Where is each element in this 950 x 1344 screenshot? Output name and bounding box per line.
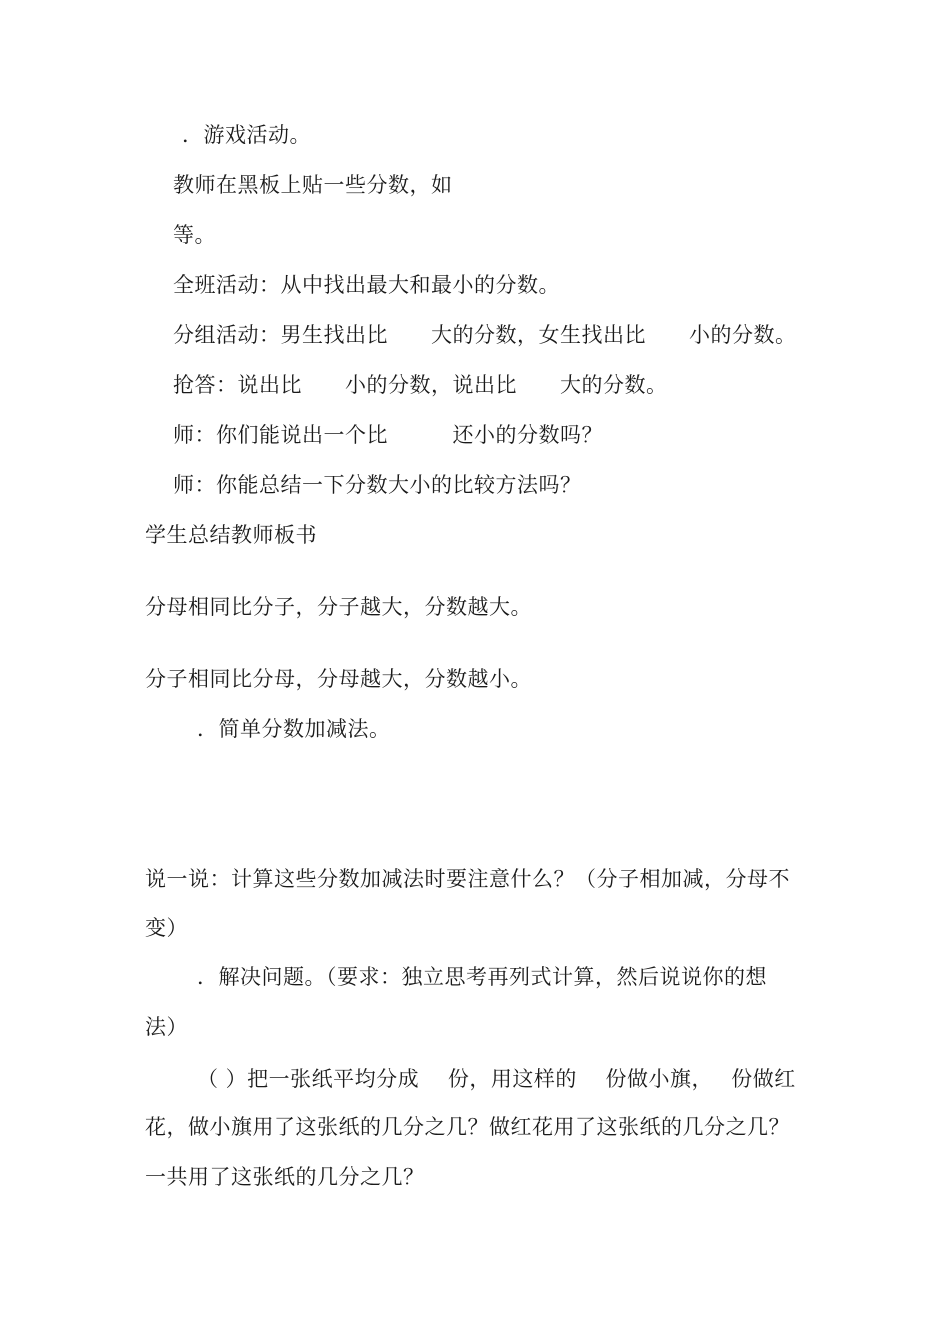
text-line-simple-addition: ．简单分数加减法。	[197, 717, 391, 741]
text-line-discussion-cont: 变）	[145, 916, 188, 940]
text-line-problem-1-end: 一共用了这张纸的几分之几？	[145, 1165, 425, 1189]
text-line-discussion: 说一说：计算这些分数加减法时要注意什么？（分子相加减，分母不	[145, 867, 790, 891]
text-line-teacher-question-1: 师：你们能说出一个比 还小的分数吗？	[173, 423, 603, 447]
text-line-solve-problems-cont: 法）	[145, 1015, 188, 1039]
text-line-teacher-question-2: 师：你能总结一下分数大小的比较方法吗？	[173, 473, 582, 497]
text-line-game-activity: ．游戏活动。	[182, 123, 311, 147]
text-line-class-activity: 全班活动：从中找出最大和最小的分数。	[173, 273, 560, 297]
text-line-teacher-posts-fractions: 教师在黑板上贴一些分数，如	[173, 173, 453, 197]
text-line-rule-same-numerator: 分子相同比分母，分母越大，分数越小。	[145, 667, 532, 691]
text-line-quick-answer: 抢答：说出比 小的分数，说出比 大的分数。	[173, 373, 668, 397]
text-line-etc: 等。	[173, 223, 216, 247]
text-line-student-summary: 学生总结教师板书	[145, 523, 317, 547]
text-line-problem-1: （ ）把一张纸平均分成 份，用这样的 份做小旗， 份做红	[197, 1067, 796, 1091]
text-line-problem-1-cont: 花，做小旗用了这张纸的几分之几？做红花用了这张纸的几分之几？	[145, 1115, 790, 1139]
text-line-group-activity: 分组活动：男生找出比 大的分数，女生找出比 小的分数。	[173, 323, 797, 347]
text-line-solve-problems: ．解决问题。（要求：独立思考再列式计算，然后说说你的想	[197, 965, 767, 989]
text-line-rule-same-denominator: 分母相同比分子，分子越大，分数越大。	[145, 595, 532, 619]
